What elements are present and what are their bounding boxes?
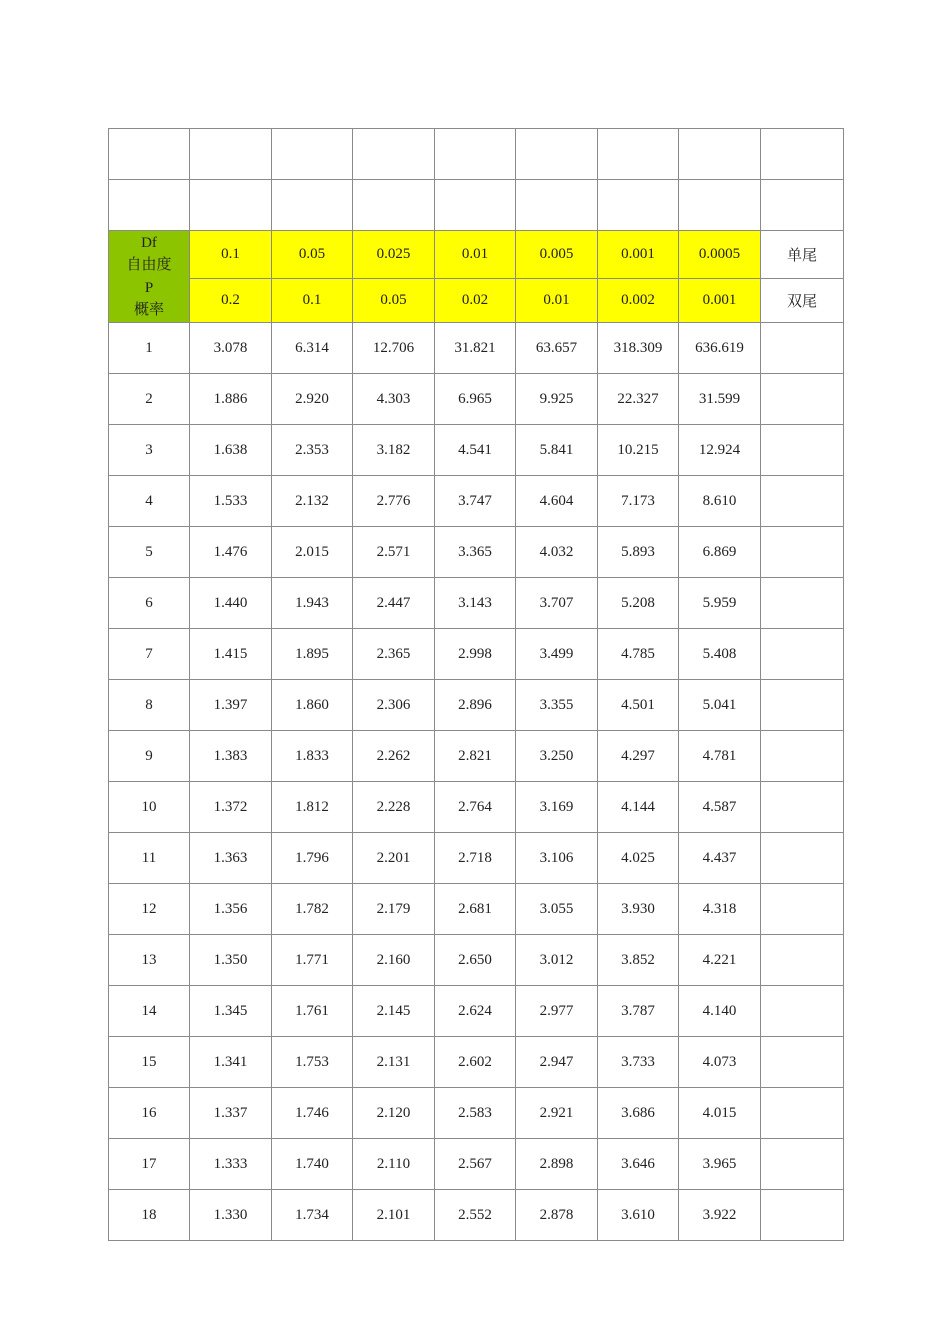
- critical-value-cell: 318.309: [598, 323, 679, 374]
- one-tail-p-cell: 0.05: [272, 231, 353, 279]
- critical-value-cell: 3.499: [516, 629, 598, 680]
- df-cell: 4: [109, 476, 190, 527]
- critical-value-cell: 2.602: [435, 1037, 516, 1088]
- critical-value-cell: 2.015: [272, 527, 353, 578]
- one-tail-p-cell: 0.001: [598, 231, 679, 279]
- table-row: [109, 986, 844, 1037]
- critical-value-cell: 5.041: [679, 680, 761, 731]
- empty-side-cell: [761, 731, 844, 782]
- critical-value-cell: 1.895: [272, 629, 353, 680]
- two-tail-p-cell: 0.05: [353, 279, 435, 323]
- critical-value-cell: 1.812: [272, 782, 353, 833]
- table-row: [109, 374, 844, 425]
- critical-value-cell: 2.920: [272, 374, 353, 425]
- df-cell: 5: [109, 527, 190, 578]
- critical-value-cell: 4.541: [435, 425, 516, 476]
- critical-value-cell: 2.262: [353, 731, 435, 782]
- blank-cell: [679, 129, 761, 180]
- df-cell: 1: [109, 323, 190, 374]
- blank-cell: [761, 180, 844, 231]
- critical-value-cell: 3.646: [598, 1139, 679, 1190]
- critical-value-cell: 3.707: [516, 578, 598, 629]
- empty-side-cell: [761, 578, 844, 629]
- df-cell: 14: [109, 986, 190, 1037]
- table-row: [109, 323, 844, 374]
- critical-value-cell: 3.610: [598, 1190, 679, 1241]
- critical-value-cell: 1.860: [272, 680, 353, 731]
- blank-cell: [353, 129, 435, 180]
- critical-value-cell: 31.821: [435, 323, 516, 374]
- critical-value-cell: 1.796: [272, 833, 353, 884]
- table-row: [109, 731, 844, 782]
- critical-value-cell: 1.886: [190, 374, 272, 425]
- two-tail-p-cell: 0.2: [190, 279, 272, 323]
- critical-value-cell: 2.306: [353, 680, 435, 731]
- blank-cell: [190, 129, 272, 180]
- one-tail-p-cell: 0.005: [516, 231, 598, 279]
- critical-value-cell: 4.140: [679, 986, 761, 1037]
- critical-value-cell: 7.173: [598, 476, 679, 527]
- critical-value-cell: 1.372: [190, 782, 272, 833]
- table-row: [109, 1088, 844, 1139]
- critical-value-cell: 3.106: [516, 833, 598, 884]
- critical-value-cell: 4.073: [679, 1037, 761, 1088]
- critical-value-cell: 5.208: [598, 578, 679, 629]
- critical-value-cell: 2.878: [516, 1190, 598, 1241]
- df-cell: 6: [109, 578, 190, 629]
- blank-cell: [353, 180, 435, 231]
- critical-value-cell: 9.925: [516, 374, 598, 425]
- critical-value-cell: 2.101: [353, 1190, 435, 1241]
- critical-value-cell: 1.753: [272, 1037, 353, 1088]
- critical-value-cell: 8.610: [679, 476, 761, 527]
- critical-value-cell: 6.965: [435, 374, 516, 425]
- table-row: [109, 578, 844, 629]
- critical-value-cell: 4.015: [679, 1088, 761, 1139]
- critical-value-cell: 4.604: [516, 476, 598, 527]
- critical-value-cell: 2.145: [353, 986, 435, 1037]
- critical-value-cell: 3.055: [516, 884, 598, 935]
- critical-value-cell: 1.397: [190, 680, 272, 731]
- critical-value-cell: 2.998: [435, 629, 516, 680]
- critical-value-cell: 3.922: [679, 1190, 761, 1241]
- table-row: [109, 680, 844, 731]
- critical-value-cell: 4.781: [679, 731, 761, 782]
- df-cell: 17: [109, 1139, 190, 1190]
- critical-value-cell: 4.297: [598, 731, 679, 782]
- critical-value-cell: 2.718: [435, 833, 516, 884]
- empty-side-cell: [761, 680, 844, 731]
- one-tail-header-row: [109, 231, 844, 279]
- critical-value-cell: 1.771: [272, 935, 353, 986]
- empty-side-cell: [761, 425, 844, 476]
- table-row: [109, 935, 844, 986]
- critical-value-cell: 4.303: [353, 374, 435, 425]
- critical-value-cell: 1.341: [190, 1037, 272, 1088]
- critical-value-cell: 1.833: [272, 731, 353, 782]
- one-tail-p-cell: 0.01: [435, 231, 516, 279]
- table-row: [109, 1139, 844, 1190]
- blank-cell: [516, 180, 598, 231]
- critical-value-cell: 31.599: [679, 374, 761, 425]
- critical-value-cell: 2.160: [353, 935, 435, 986]
- blank-cell: [109, 129, 190, 180]
- df-cell: 3: [109, 425, 190, 476]
- two-tail-p-cell: 0.1: [272, 279, 353, 323]
- two-tail-p-cell: 0.02: [435, 279, 516, 323]
- critical-value-cell: 3.365: [435, 527, 516, 578]
- blank-cell: [516, 129, 598, 180]
- critical-value-cell: 2.110: [353, 1139, 435, 1190]
- p-cn-label: 概率: [133, 302, 164, 318]
- table-row: [109, 629, 844, 680]
- critical-value-cell: 3.355: [516, 680, 598, 731]
- blank-cell: [109, 180, 190, 231]
- critical-value-cell: 3.733: [598, 1037, 679, 1088]
- critical-value-cell: 3.182: [353, 425, 435, 476]
- one-tail-p-cell: 0.025: [353, 231, 435, 279]
- critical-value-cell: 3.787: [598, 986, 679, 1037]
- table-row: [109, 1037, 844, 1088]
- blank-cell: [761, 129, 844, 180]
- empty-side-cell: [761, 833, 844, 884]
- p-label: P: [144, 279, 154, 296]
- blank-cell: [435, 129, 516, 180]
- critical-value-cell: 2.447: [353, 578, 435, 629]
- t-distribution-table: [108, 128, 844, 1241]
- critical-value-cell: 3.965: [679, 1139, 761, 1190]
- critical-value-cell: 1.746: [272, 1088, 353, 1139]
- critical-value-cell: 1.533: [190, 476, 272, 527]
- df-cell: 18: [109, 1190, 190, 1241]
- critical-value-cell: 2.179: [353, 884, 435, 935]
- critical-value-cell: 1.740: [272, 1139, 353, 1190]
- critical-value-cell: 3.747: [435, 476, 516, 527]
- critical-value-cell: 4.032: [516, 527, 598, 578]
- critical-value-cell: 63.657: [516, 323, 598, 374]
- critical-value-cell: 2.353: [272, 425, 353, 476]
- df-cell: 13: [109, 935, 190, 986]
- empty-side-cell: [761, 1088, 844, 1139]
- df-cell: 12: [109, 884, 190, 935]
- one-tail-label: 单尾: [761, 231, 844, 279]
- empty-side-cell: [761, 986, 844, 1037]
- empty-side-cell: [761, 323, 844, 374]
- empty-side-cell: [761, 374, 844, 425]
- blank-cell: [435, 180, 516, 231]
- critical-value-cell: 4.318: [679, 884, 761, 935]
- critical-value-cell: 22.327: [598, 374, 679, 425]
- critical-value-cell: 2.947: [516, 1037, 598, 1088]
- df-cell: 7: [109, 629, 190, 680]
- blank-cell: [598, 129, 679, 180]
- critical-value-cell: 4.501: [598, 680, 679, 731]
- df-cell: 11: [109, 833, 190, 884]
- critical-value-cell: 1.638: [190, 425, 272, 476]
- critical-value-cell: 3.250: [516, 731, 598, 782]
- critical-value-cell: 1.345: [190, 986, 272, 1037]
- critical-value-cell: 636.619: [679, 323, 761, 374]
- df-label: Df: [141, 234, 157, 251]
- table-row: [109, 425, 844, 476]
- critical-value-cell: 1.782: [272, 884, 353, 935]
- df-cell: 16: [109, 1088, 190, 1139]
- critical-value-cell: 2.201: [353, 833, 435, 884]
- critical-value-cell: 4.221: [679, 935, 761, 986]
- df-cell: 15: [109, 1037, 190, 1088]
- table-row: [109, 782, 844, 833]
- critical-value-cell: 2.764: [435, 782, 516, 833]
- critical-value-cell: 10.215: [598, 425, 679, 476]
- critical-value-cell: 2.571: [353, 527, 435, 578]
- empty-side-cell: [761, 629, 844, 680]
- table-row: [109, 1190, 844, 1241]
- critical-value-cell: 1.415: [190, 629, 272, 680]
- blank-cell: [190, 180, 272, 231]
- df-cell: 10: [109, 782, 190, 833]
- blank-cell: [272, 180, 353, 231]
- empty-side-cell: [761, 476, 844, 527]
- critical-value-cell: 3.012: [516, 935, 598, 986]
- two-tail-p-cell: 0.01: [516, 279, 598, 323]
- critical-value-cell: 6.869: [679, 527, 761, 578]
- two-tail-label: 双尾: [761, 279, 844, 323]
- empty-side-cell: [761, 1037, 844, 1088]
- critical-value-cell: 3.686: [598, 1088, 679, 1139]
- critical-value-cell: 2.567: [435, 1139, 516, 1190]
- critical-value-cell: 2.120: [353, 1088, 435, 1139]
- critical-value-cell: 2.650: [435, 935, 516, 986]
- one-tail-p-cell: 0.1: [190, 231, 272, 279]
- blank-cell: [272, 129, 353, 180]
- critical-value-cell: 2.896: [435, 680, 516, 731]
- blank-cell: [679, 180, 761, 231]
- critical-value-cell: 1.356: [190, 884, 272, 935]
- table-row: [109, 476, 844, 527]
- critical-value-cell: 1.330: [190, 1190, 272, 1241]
- critical-value-cell: 1.333: [190, 1139, 272, 1190]
- corner-header-cell: [109, 231, 190, 323]
- critical-value-cell: 2.365: [353, 629, 435, 680]
- critical-value-cell: 4.144: [598, 782, 679, 833]
- critical-value-cell: 1.350: [190, 935, 272, 986]
- critical-value-cell: 1.337: [190, 1088, 272, 1139]
- empty-side-cell: [761, 884, 844, 935]
- critical-value-cell: 2.921: [516, 1088, 598, 1139]
- critical-value-cell: 2.583: [435, 1088, 516, 1139]
- table-row: [109, 884, 844, 935]
- critical-value-cell: 4.025: [598, 833, 679, 884]
- empty-side-cell: [761, 1139, 844, 1190]
- critical-value-cell: 1.734: [272, 1190, 353, 1241]
- critical-value-cell: 2.821: [435, 731, 516, 782]
- table-row: [109, 527, 844, 578]
- critical-value-cell: 2.228: [353, 782, 435, 833]
- critical-value-cell: 5.893: [598, 527, 679, 578]
- critical-value-cell: 2.132: [272, 476, 353, 527]
- critical-value-cell: 12.706: [353, 323, 435, 374]
- critical-value-cell: 3.930: [598, 884, 679, 935]
- critical-value-cell: 5.408: [679, 629, 761, 680]
- critical-value-cell: 1.383: [190, 731, 272, 782]
- critical-value-cell: 1.761: [272, 986, 353, 1037]
- critical-value-cell: 4.437: [679, 833, 761, 884]
- critical-value-cell: 5.959: [679, 578, 761, 629]
- blank-cell: [598, 180, 679, 231]
- blank-row: [109, 129, 844, 180]
- table-row: [109, 833, 844, 884]
- critical-value-cell: 1.363: [190, 833, 272, 884]
- empty-side-cell: [761, 935, 844, 986]
- df-cell: 9: [109, 731, 190, 782]
- critical-value-cell: 2.552: [435, 1190, 516, 1241]
- critical-value-cell: 2.681: [435, 884, 516, 935]
- critical-value-cell: 3.078: [190, 323, 272, 374]
- df-cell: 2: [109, 374, 190, 425]
- two-tail-p-cell: 0.001: [679, 279, 761, 323]
- critical-value-cell: 1.440: [190, 578, 272, 629]
- blank-row: [109, 180, 844, 231]
- critical-value-cell: 12.924: [679, 425, 761, 476]
- df-cell: 8: [109, 680, 190, 731]
- critical-value-cell: 4.785: [598, 629, 679, 680]
- critical-value-cell: 3.852: [598, 935, 679, 986]
- critical-value-cell: 2.898: [516, 1139, 598, 1190]
- empty-side-cell: [761, 782, 844, 833]
- two-tail-p-cell: 0.002: [598, 279, 679, 323]
- one-tail-p-cell: 0.0005: [679, 231, 761, 279]
- critical-value-cell: 4.587: [679, 782, 761, 833]
- two-tail-header-row: [109, 279, 844, 323]
- empty-side-cell: [761, 527, 844, 578]
- critical-value-cell: 6.314: [272, 323, 353, 374]
- critical-value-cell: 2.977: [516, 986, 598, 1037]
- empty-side-cell: [761, 1190, 844, 1241]
- critical-value-cell: 1.476: [190, 527, 272, 578]
- critical-value-cell: 3.169: [516, 782, 598, 833]
- critical-value-cell: 5.841: [516, 425, 598, 476]
- critical-value-cell: 3.143: [435, 578, 516, 629]
- table-body: [109, 129, 844, 1241]
- critical-value-cell: 1.943: [272, 578, 353, 629]
- df-cn-label: 自由度: [126, 257, 172, 273]
- critical-value-cell: 2.624: [435, 986, 516, 1037]
- critical-value-cell: 2.131: [353, 1037, 435, 1088]
- critical-value-cell: 2.776: [353, 476, 435, 527]
